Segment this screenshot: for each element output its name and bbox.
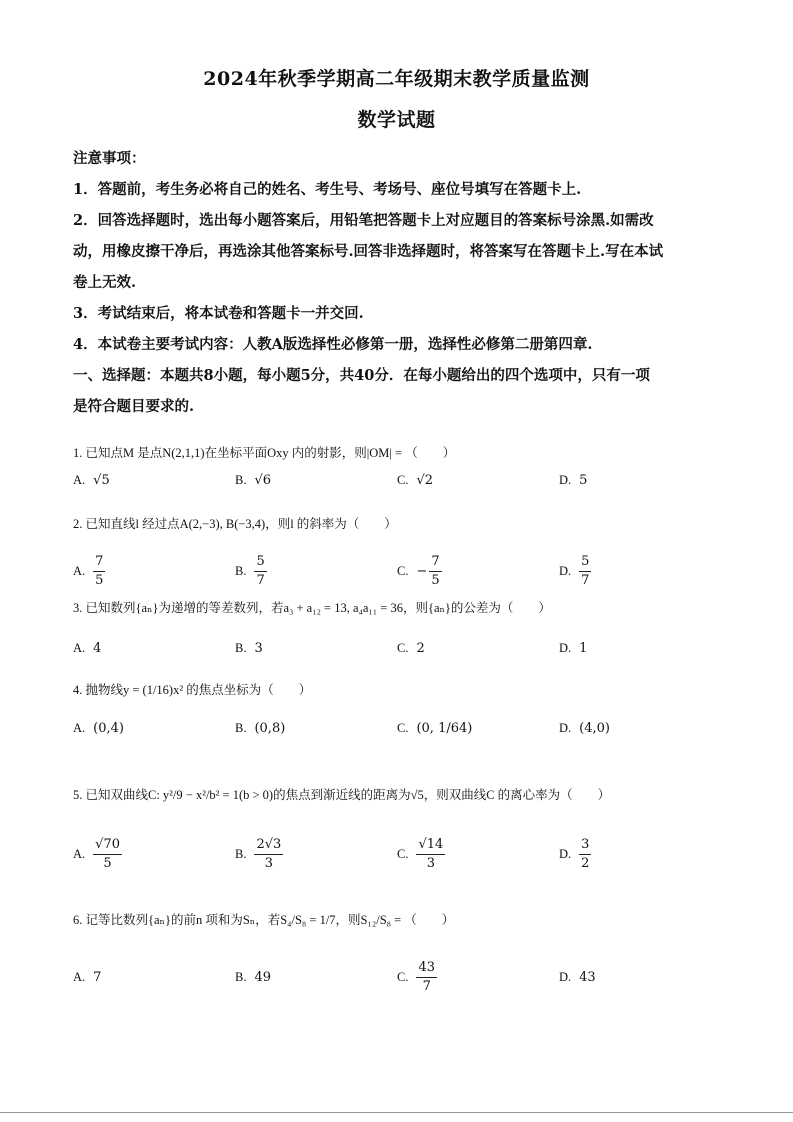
option-value: √2 (416, 472, 434, 488)
option-fraction (93, 553, 105, 590)
fraction-denominator: 5 (431, 572, 440, 588)
fraction-numerator: √14 (416, 836, 445, 855)
option-value: 4 (93, 640, 102, 656)
answer-option (559, 955, 596, 999)
notice-heading: 注意事项： (73, 150, 146, 167)
option-value: 7 (93, 969, 102, 985)
option-row (73, 458, 723, 502)
option-value: √5 (93, 472, 110, 488)
option-fraction (579, 836, 591, 873)
answer-option (397, 955, 437, 999)
exam-title: 2024年秋季学期高二年级期末教学质量监测 (203, 68, 590, 90)
fraction-denominator: 7 (256, 572, 265, 588)
question-stem: 1. 已知点M 是点N(2,1,1)在坐标平面Oxy 内的射影，则|OM| = （ ） (73, 446, 456, 460)
option-label: B. (235, 846, 247, 861)
answer-option (397, 458, 433, 502)
option-label: B. (235, 720, 247, 735)
option-value: 2 (416, 640, 425, 656)
answer-option (235, 458, 271, 502)
fraction-numerator: 7 (429, 553, 441, 572)
option-label: A. (73, 472, 86, 487)
notice-item: 卷上无效. (73, 274, 137, 291)
page-divider (0, 1112, 793, 1113)
option-label: B. (235, 640, 247, 655)
fraction-denominator: 3 (264, 855, 274, 871)
notice-item: 3．考试结束后，将本试卷和答题卡一并交回. (73, 305, 364, 322)
option-value: 5 (579, 472, 588, 488)
fraction-denominator: 5 (103, 855, 112, 871)
answer-option (235, 549, 267, 593)
fraction-numerator: √70 (93, 836, 122, 855)
answer-option (559, 832, 591, 876)
option-label: D. (559, 640, 572, 655)
option-row (73, 706, 723, 750)
exam-subtitle: 数学试题 (357, 109, 436, 131)
option-label: C. (397, 720, 409, 735)
option-fraction (254, 553, 266, 590)
option-value: 3 (254, 640, 263, 656)
answer-option (559, 626, 587, 670)
answer-option (397, 832, 445, 876)
fraction-numerator: 2√3 (254, 836, 283, 855)
question-stem: 3. 已知数列{aₙ}为递增的等差数列，若a₃ + a₁₂ = 13, a₄a₁₁ = 36，则{aₙ}的公差为（ ） (73, 601, 551, 615)
option-row (73, 955, 723, 999)
fraction-denominator: 7 (581, 572, 590, 588)
notice-item: 动，用橡皮擦干净后，再选涂其他答案标号.回答非选择题时，将答案写在答题卡上.写在本试 (73, 243, 664, 260)
option-label: A. (73, 720, 86, 735)
answer-option (235, 832, 283, 876)
option-label: D. (559, 969, 572, 984)
option-fraction (416, 959, 437, 996)
answer-option (559, 458, 587, 502)
notice-item: 4．本试卷主要考试内容：人教A版选择性必修第一册，选择性必修第二册第四章. (73, 336, 593, 353)
fraction-denominator: 3 (426, 855, 436, 871)
section-heading: 一、选择题：本题共8小题，每小题5分，共40分．在每小题给出的四个选项中，只有一项 (73, 367, 650, 384)
option-label: D. (559, 846, 572, 861)
question-stem: 6. 记等比数列{aₙ}的前n 项和为Sₙ，若S₄/S₈ = 1/7，则S₁₂/S₈ = （ ） (73, 913, 455, 927)
fraction-denominator: 2 (581, 855, 590, 871)
option-fraction (416, 836, 445, 873)
answer-option (397, 706, 472, 750)
option-label: C. (397, 563, 409, 578)
option-value: √6 (254, 472, 272, 488)
answer-option (73, 832, 122, 876)
option-value: (4,0) (579, 720, 610, 736)
fraction-denominator: 7 (422, 978, 431, 994)
question-stem: 4. 抛物线y = (1/16)x² 的焦点坐标为（ ） (73, 683, 312, 697)
option-label: C. (397, 640, 409, 655)
notice-block (73, 143, 733, 422)
option-row (73, 626, 723, 670)
option-label: B. (235, 472, 247, 487)
option-fraction (254, 836, 283, 873)
answer-option (73, 458, 110, 502)
fraction-numerator: 43 (416, 959, 437, 978)
section-heading: 是符合题目要求的. (73, 398, 195, 415)
option-value: (0, 1/64) (416, 720, 473, 736)
option-label: A. (73, 969, 86, 984)
option-sign: − (416, 563, 428, 579)
option-fraction (579, 553, 591, 590)
option-fraction (429, 553, 441, 590)
answer-option (235, 706, 285, 750)
option-value: (0,4) (93, 720, 124, 736)
option-label: A. (73, 563, 86, 578)
question-stem: 2. 已知直线l 经过点A(2,−3), B(−3,4)，则l 的斜率为（ ） (73, 517, 397, 531)
answer-option (397, 549, 442, 593)
option-label: B. (235, 969, 247, 984)
option-label: D. (559, 563, 572, 578)
answer-option (235, 955, 271, 999)
notice-item: 1．答题前，考生务必将自己的姓名、考生号、考场号、座位号填写在答题卡上. (73, 181, 582, 198)
option-label: C. (397, 472, 409, 487)
answer-option (235, 626, 263, 670)
option-value: 1 (579, 640, 588, 656)
option-label: A. (73, 640, 86, 655)
option-row (73, 832, 723, 876)
option-label: D. (559, 720, 572, 735)
option-value: 43 (579, 969, 596, 985)
fraction-numerator: 7 (93, 553, 105, 572)
option-label: B. (235, 563, 247, 578)
fraction-numerator: 5 (579, 553, 591, 572)
option-value: (0,8) (254, 720, 286, 736)
option-label: D. (559, 472, 572, 487)
answer-option (73, 549, 105, 593)
option-row (73, 549, 723, 593)
fraction-numerator: 5 (254, 553, 266, 572)
option-fraction (93, 836, 122, 873)
answer-option (73, 626, 101, 670)
option-label: C. (397, 969, 409, 984)
option-value: 49 (254, 969, 272, 985)
option-label: C. (397, 846, 409, 861)
answer-option (73, 955, 101, 999)
answer-option (559, 549, 591, 593)
fraction-denominator: 5 (95, 572, 104, 588)
fraction-numerator: 3 (579, 836, 591, 855)
answer-option (559, 706, 610, 750)
notice-item: 2．回答选择题时，选出每小题答案后，用铅笔把答题卡上对应题目的答案标号涂黑.如需改 (73, 212, 654, 229)
option-label: A. (73, 846, 86, 861)
answer-option (397, 626, 425, 670)
answer-option (73, 706, 124, 750)
question-stem: 5. 已知双曲线C: y²/9 − x²/b² = 1(b > 0)的焦点到渐近线的距离为√5，则双曲线C 的离心率为（ ） (73, 788, 611, 802)
